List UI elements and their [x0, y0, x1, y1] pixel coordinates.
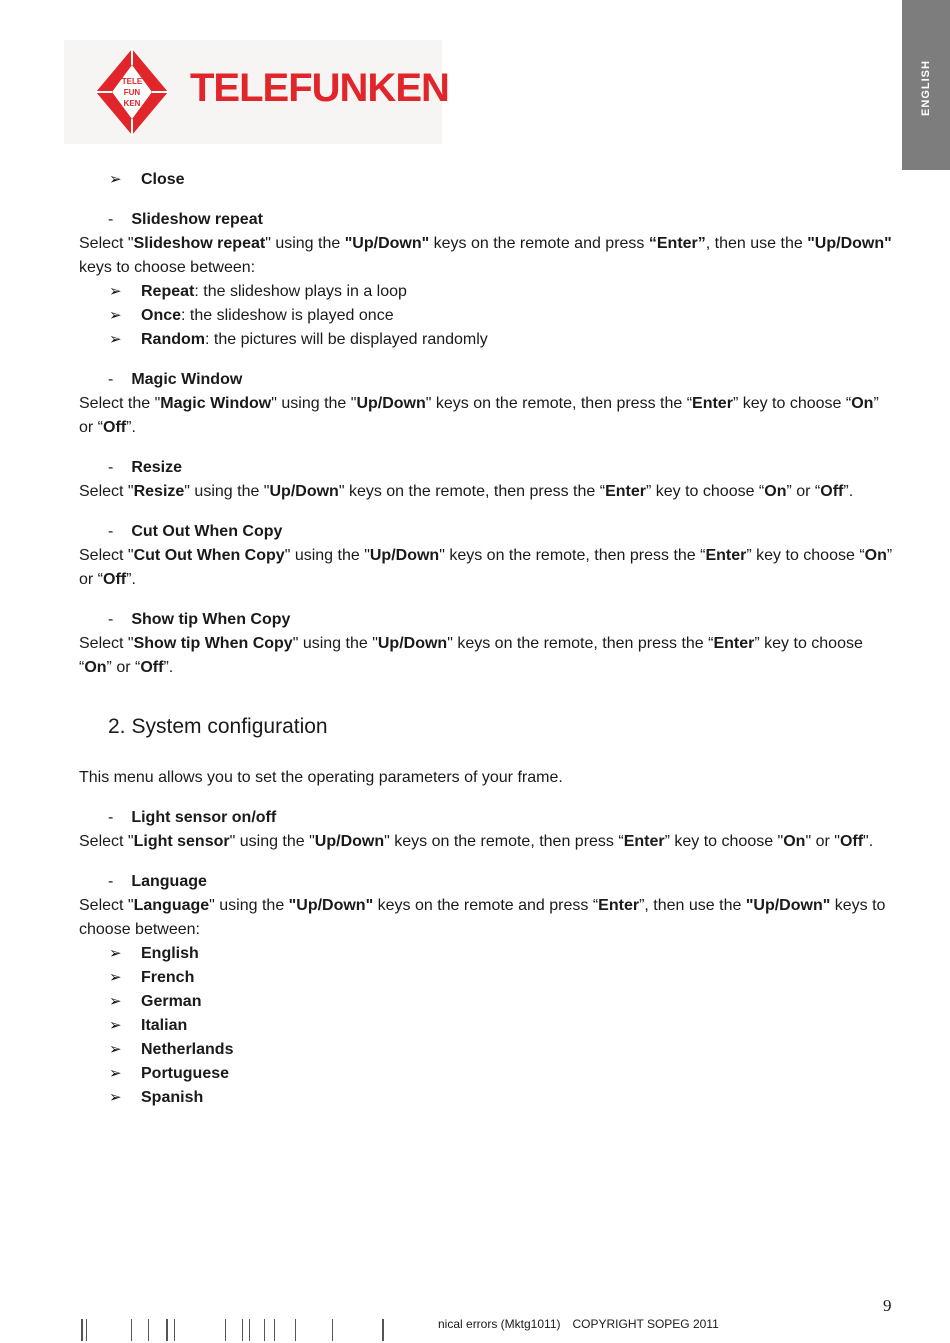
show-tip-description: Select "Show tip When Copy" using the "Up/Down" keys on the remote, then press the “Enter” key to choose “On” or “Off”.: [79, 635, 863, 676]
arrow-bullet-icon: ➢: [109, 969, 122, 986]
emblem-line-3: KEN: [123, 99, 141, 108]
arrow-bullet-icon: ➢: [109, 993, 122, 1010]
list-item: ➢ Netherlands: [79, 1038, 897, 1062]
arrow-bullet-icon: ➢: [109, 1089, 122, 1106]
barcode-strip: [79, 1319, 439, 1341]
emblem-line-1: TELE: [121, 77, 143, 86]
light-sensor-description: Select "Light sensor" using the "Up/Down" keys on the remote, then press “Enter” key to choose "On" or "Off".: [79, 833, 874, 850]
slideshow-repeat-description: Select "Slideshow repeat" using the "Up/Down" keys on the remote and press “Enter”, then use the "Up/Down" keys to choose between:: [79, 235, 892, 276]
section-title: 2. System configuration: [108, 715, 328, 738]
emblem-line-2: FUN: [123, 88, 141, 97]
arrow-bullet-icon: ➢: [109, 331, 122, 348]
system-config-intro: This menu allows you to set the operating parameters of your frame.: [79, 769, 563, 786]
arrow-bullet-icon: ➢: [109, 1041, 122, 1058]
footer-copyright: COPYRIGHT SOPEG 2011: [572, 1317, 719, 1331]
show-tip-heading: - Show tip When Copy: [108, 611, 291, 628]
list-item: ➢ German: [79, 990, 897, 1014]
magic-window-heading: - Magic Window: [108, 371, 243, 388]
arrow-bullet-icon: ➢: [109, 1017, 122, 1034]
logo-wordmark: TELEFUNKEN: [190, 66, 449, 110]
slideshow-repeat-heading: - Slideshow repeat: [108, 211, 263, 228]
language-tab: [902, 0, 950, 170]
arrow-bullet-icon: ➢: [109, 283, 122, 300]
list-item: ➢ Once: the slideshow is played once: [79, 304, 897, 328]
manual-content: [79, 168, 897, 1110]
language-tab-label: ENGLISH: [920, 60, 932, 116]
resize-description: Select "Resize" using the "Up/Down" keys on the remote, then press the “Enter” key to choose “On” or “Off”.: [79, 483, 854, 500]
arrow-bullet-icon: ➢: [109, 307, 122, 324]
close-option: ➢ Close: [79, 168, 897, 192]
page-number: 9: [883, 1296, 892, 1315]
light-sensor-heading: - Light sensor on/off: [108, 809, 277, 826]
telefunken-logo: [64, 40, 449, 144]
arrow-bullet-icon: ➢: [109, 1065, 122, 1082]
list-item: ➢ Repeat: the slideshow plays in a loop: [79, 280, 897, 304]
arrow-bullet-icon: ➢: [109, 171, 122, 188]
footer: [438, 1317, 719, 1331]
cut-out-description: Select "Cut Out When Copy" using the "Up/Down" keys on the remote, then press the “Enter” key to choose “On” or “Off”.: [79, 547, 893, 588]
cut-out-heading: - Cut Out When Copy: [108, 523, 283, 540]
list-item: ➢ English: [79, 942, 897, 966]
list-item: ➢ French: [79, 966, 897, 990]
magic-window-description: Select the "Magic Window" using the "Up/Down" keys on the remote, then press the “Enter” key to choose “On” or “Off”.: [79, 395, 879, 436]
footer-errors: nical errors (Mktg1011): [438, 1317, 561, 1331]
language-description: Select "Language" using the "Up/Down" keys on the remote and press “Enter”, then use the "Up/Down" keys to choose between:: [79, 897, 886, 938]
list-item: ➢ Italian: [79, 1014, 897, 1038]
list-item: ➢ Portuguese: [79, 1062, 897, 1086]
resize-heading: - Resize: [108, 459, 183, 476]
language-heading: - Language: [108, 873, 207, 890]
arrow-bullet-icon: ➢: [109, 945, 122, 962]
telefunken-emblem-icon: [94, 47, 170, 137]
list-item: ➢ Spanish: [79, 1086, 897, 1110]
list-item: ➢ Random: the pictures will be displayed randomly: [79, 328, 897, 352]
